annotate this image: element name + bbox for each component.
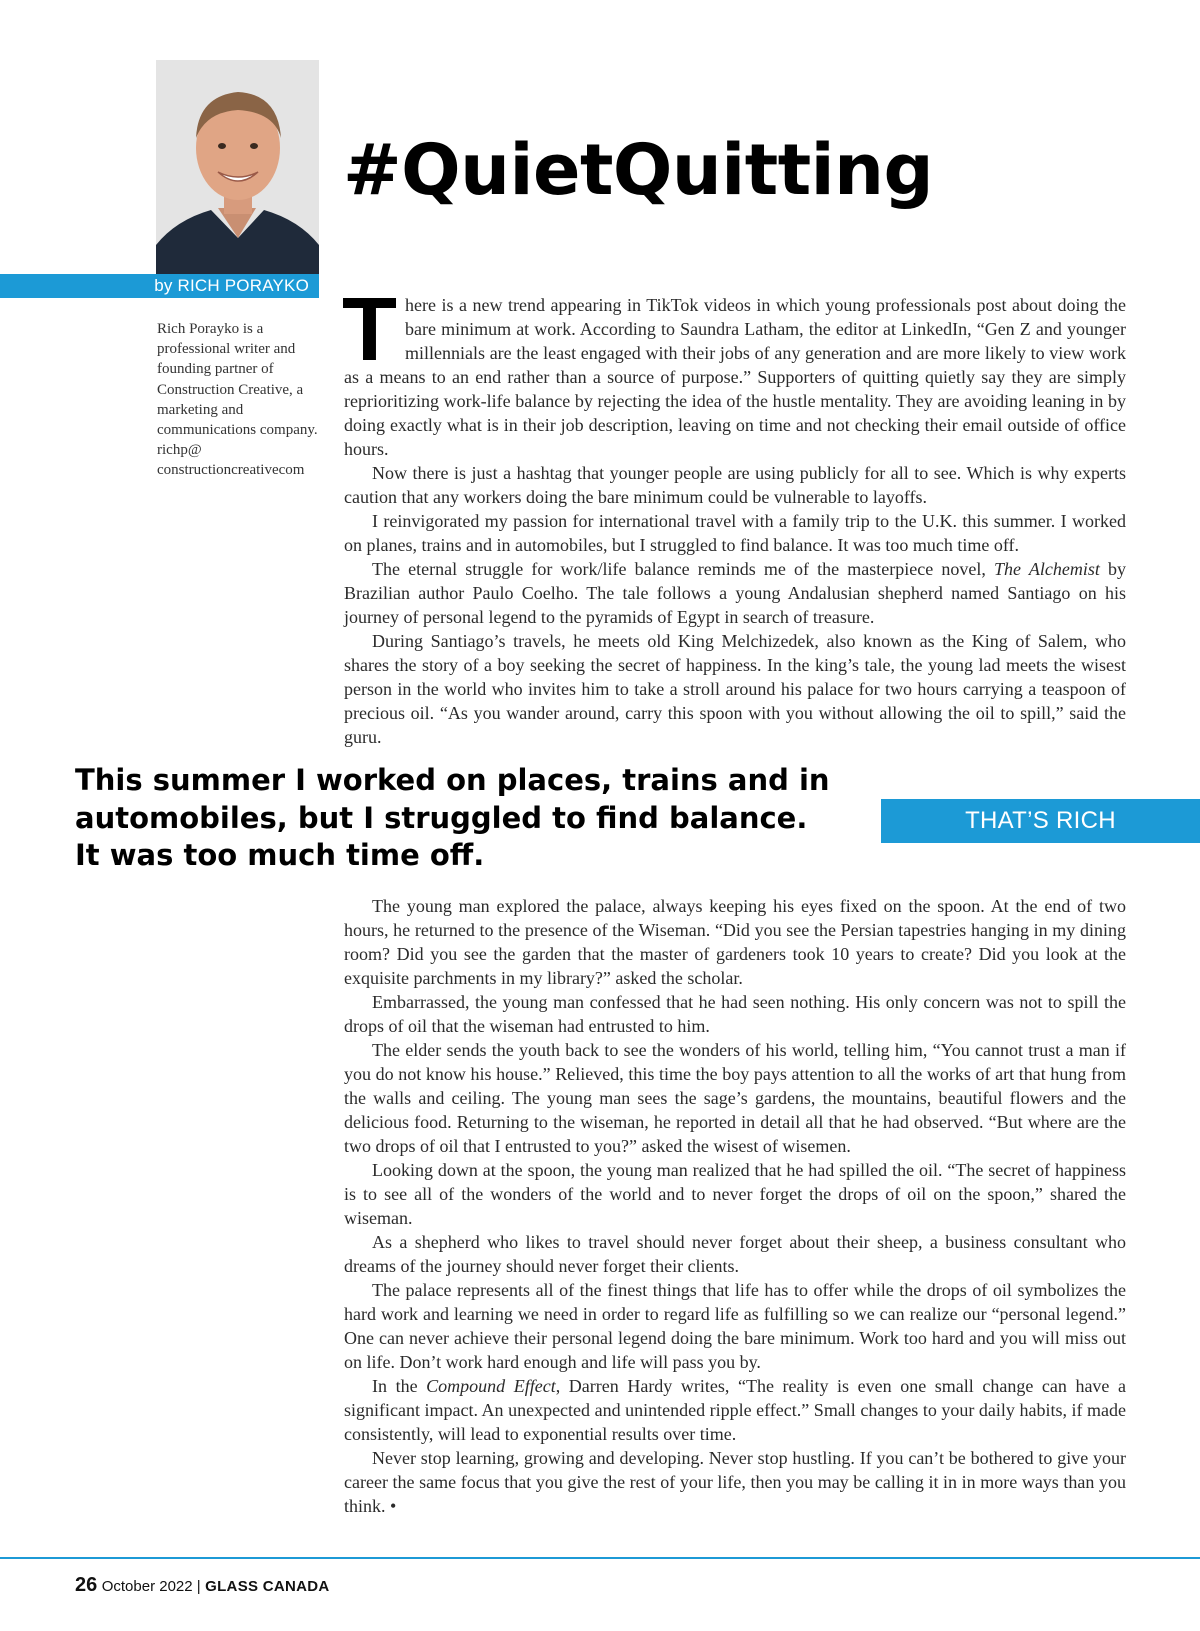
book-title: Compound Effect [426, 1376, 556, 1396]
intro-paragraph [342, 280, 1126, 461]
intro-text: here is a new trend appearing in TikTok videos in which young professionals post about doing the bare minimum at work. According to Saundra Latham, the editor at LinkedIn, “Gen Z and younger millennials are the least engaged with their jobs of any generation and are more likely to view work as a means to an end rather than a source of purpose.” Supporters of quitting quietly say they are simply reprioritizing work-life balance by rejecting the idea of the hustle mentality. They are avoiding leaning in by doing exactly what is in their job description, leaving on time and not checking their email outside of office hours. [344, 295, 1126, 459]
byline: by RICH PORAYKO [154, 276, 309, 295]
author-bio [157, 319, 325, 481]
paragraph: As a shepherd who likes to travel should never forget about their sheep, a business consultant who dreams of the journey should never forget their clients. [344, 1232, 1126, 1276]
paragraph: The palace represents all of the finest things that life has to offer while the drops of oil symbolizes the hard work and learning we need in order to regard life as fulfilling so we can realize our “personal legend.” One can never achieve their personal legend doing the bare minimum. Work too hard and you will miss out on life. Don’t work hard enough and life will pass you by. [344, 1280, 1126, 1372]
paragraph-text: by Brazilian author Paulo Coelho. The tale follows a young Andalusian shepherd named Santiago on his journey of personal legend to the pyramids of Egypt in search of treasure. [344, 559, 1127, 627]
paragraph: During Santiago’s travels, he meets old King Melchizedek, also known as the King of Salem, who shares the story of a boy seeking the secret of happiness. In the king’s tale, the young lad meets the wisest person in the world who invites him to take a stroll around his palace for two hours carrying a teaspoon of precious oil. “As you wander around, carry this spoon with you without allowing the oil to spill,” said the guru. [344, 631, 1126, 747]
closing-paragraph: Never stop learning, growing and developing. Never stop hustling. If you can’t be bothered to give your career the same focus that you give the rest of your life, then you may be calling it in in more ways than you think. • [344, 1448, 1126, 1516]
pull-quote: This summer I worked on places, trains and in automobiles, but I struggled to find balance. It was too much time off. [75, 763, 830, 872]
page-number: 26 [75, 1574, 98, 1596]
paragraph: Embarrassed, the young man confessed that he had seen nothing. His only concern was not to spill the drops of oil that the wiseman had entrusted to him. [344, 992, 1126, 1036]
column-tag-bar [881, 799, 1200, 843]
alchemist-paragraph [344, 557, 1126, 629]
compound-effect-paragraph [344, 1374, 1126, 1446]
author-portrait-icon [156, 60, 319, 275]
paragraph: Now there is just a hashtag that younger people are using publicly for all to see. Which is why experts caution that any workers doing the bare minimum could be vulnerable to layoffs. [344, 463, 1126, 507]
article-body-part-1 [342, 280, 1127, 749]
paragraph-text: The eternal struggle for work/life balance reminds me of the masterpiece novel, [372, 559, 995, 579]
author-bio-text: Rich Porayko is a professional writer and founding partner of Construction Creative, a marketing and communications company. richp@ constructioncreativecom [157, 321, 318, 479]
column-tag: THAT’S RICH [965, 807, 1116, 834]
footer-divider [0, 1557, 1200, 1559]
byline-bar [0, 274, 319, 298]
article-body-part-2 [344, 894, 1126, 1518]
magazine-name: GLASS CANADA [205, 1578, 330, 1595]
issue-date: October 2022 | [101, 1578, 201, 1595]
article-title: #QuietQuitting [343, 129, 934, 211]
page-footer [75, 1574, 330, 1597]
paragraph: The elder sends the youth back to see the wonders of his world, telling him, “You cannot trust a man if you do not know his house.” Relieved, this time the boy pays attention to all the works of art that hung from the walls and ceiling. The young man sees the sage’s gardens, the mountains, beautiful flowers and the delicious food. Returning to the wiseman, he reported in detail all that he had observed. “But where are the two drops of oil that I entrusted to you?” asked the wisest of wisemen. [344, 1040, 1126, 1156]
paragraph: I reinvigorated my passion for international travel with a family trip to the U.K. this summer. I worked on planes, trains and in automobiles, but I struggled to find balance. It was too much time off. [344, 511, 1126, 555]
author-photo [156, 60, 319, 275]
paragraph: Looking down at the spoon, the young man realized that he had spilled the oil. “The secret of happiness is to see all of the wonders of the world and to never forget the drops of oil on the spoon,” shared the wiseman. [344, 1160, 1126, 1228]
paragraph-text: , Darren Hardy writes, “The reality is even one small change can have a significant impact. An unexpected and unintended ripple effect.” Small changes to your daily habits, if made consistently, will lead to exponential results over time. [344, 1376, 1126, 1444]
book-title: The Alchemist [994, 559, 1100, 579]
paragraph: The young man explored the palace, always keeping his eyes fixed on the spoon. At the end of two hours, he returned to the presence of the Wiseman. “Did you see the Persian tapestries hanging in my dining room? Did you see the garden that the master of gardeners took 10 years to create? Did you look at the exquisite parchments in my library?” asked the scholar. [344, 896, 1126, 988]
drop-cap: T [342, 280, 397, 380]
paragraph-text: In the [372, 1376, 427, 1396]
